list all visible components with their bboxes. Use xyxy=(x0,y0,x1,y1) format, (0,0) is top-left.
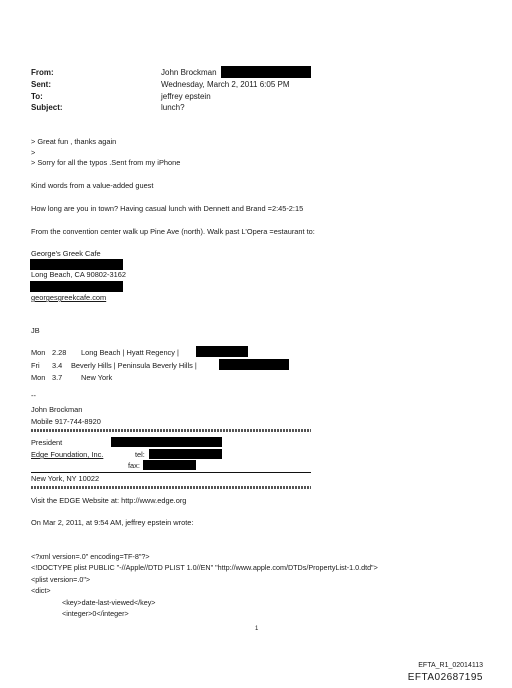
tel-label: tel: xyxy=(135,450,145,459)
from-label: From: xyxy=(31,68,54,77)
signature-dash: -- xyxy=(31,391,36,400)
redaction-box xyxy=(149,449,222,459)
xml-line: <plist version=.0"> xyxy=(31,575,91,584)
quote-line-3: > Sorry for all the typos .Sent from my iPhone xyxy=(31,158,181,167)
signature-city: New York, NY 10022 xyxy=(31,474,100,483)
divider xyxy=(31,429,311,432)
signature-name: John Brockman xyxy=(31,405,83,414)
schedule-place: Beverly Hills | Peninsula Beverly Hills | xyxy=(71,361,197,370)
schedule-date: 3.7 xyxy=(52,373,63,382)
visit-website-line: Visit the EDGE Website at: http://www.edge.org xyxy=(31,496,187,505)
xml-line: <?xml version=.0" encoding=TF-8"?> xyxy=(31,552,150,561)
signature-title: President xyxy=(31,438,63,447)
redaction-box xyxy=(221,66,311,78)
page-number: 1 xyxy=(255,626,259,632)
fax-label: fax: xyxy=(128,461,140,470)
schedule-day: Mon xyxy=(31,373,46,382)
question-line: How long are you in town? Having casual lunch with Dennett and Brand =2:45-2:15 xyxy=(31,204,304,213)
signature-mobile: Mobile 917-744-8920 xyxy=(31,417,101,426)
redaction-box xyxy=(30,281,123,292)
sent-label: Sent: xyxy=(31,80,51,89)
bates-id-small: EFTA_R1_02014113 xyxy=(418,662,483,669)
directions-line: From the convention center walk up Pine Ave (north). Walk past L'Opera =estaurant to: xyxy=(31,227,315,236)
redaction-box xyxy=(196,346,248,357)
xml-line: <integer>0</integer> xyxy=(62,609,129,618)
xml-line: <dict> xyxy=(31,586,51,595)
from-value: John Brockman xyxy=(161,68,217,77)
initials: JB xyxy=(31,326,40,335)
to-label: To: xyxy=(31,92,43,101)
xml-line: <key>date-last-viewed</key> xyxy=(62,598,156,607)
sent-value: Wednesday, March 2, 2011 6:05 PM xyxy=(161,80,290,89)
signature-org: Edge Foundation, Inc. xyxy=(31,450,104,459)
schedule-day: Fri xyxy=(31,361,40,370)
schedule-date: 2.28 xyxy=(52,348,67,357)
kind-words-line: Kind words from a value-added guest xyxy=(31,181,154,190)
quote-line-2: > xyxy=(31,148,36,157)
cafe-name: George's Greek Cafe xyxy=(31,249,101,258)
divider xyxy=(31,472,311,473)
cafe-city: Long Beach, CA 90802-3162 xyxy=(31,270,126,279)
redaction-box xyxy=(219,359,289,370)
schedule-place: New York xyxy=(81,373,113,382)
divider xyxy=(31,486,311,489)
cafe-website-link[interactable]: georgesgreekcafe.com xyxy=(31,293,107,302)
subject-label: Subject: xyxy=(31,103,63,112)
schedule-date: 3.4 xyxy=(52,361,63,370)
schedule-place: Long Beach | Hyatt Regency | xyxy=(81,348,179,357)
to-value: jeffrey epstein xyxy=(161,92,211,101)
xml-line: <!DOCTYPE plist PUBLIC "-//Apple//DTD PLIST 1.0//EN" "http://www.apple.com/DTDs/PropertyList-1.0.dtd"> xyxy=(31,563,378,572)
redaction-box xyxy=(111,437,222,447)
redaction-box xyxy=(30,259,123,270)
redaction-box xyxy=(143,460,196,470)
reply-header: On Mar 2, 2011, at 9:54 AM, jeffrey epstein wrote: xyxy=(31,518,194,527)
subject-value: lunch? xyxy=(161,103,185,112)
schedule-day: Mon xyxy=(31,348,46,357)
bates-id: EFTA02687195 xyxy=(407,672,483,683)
quote-line-1: > Great fun , thanks again xyxy=(31,137,117,146)
